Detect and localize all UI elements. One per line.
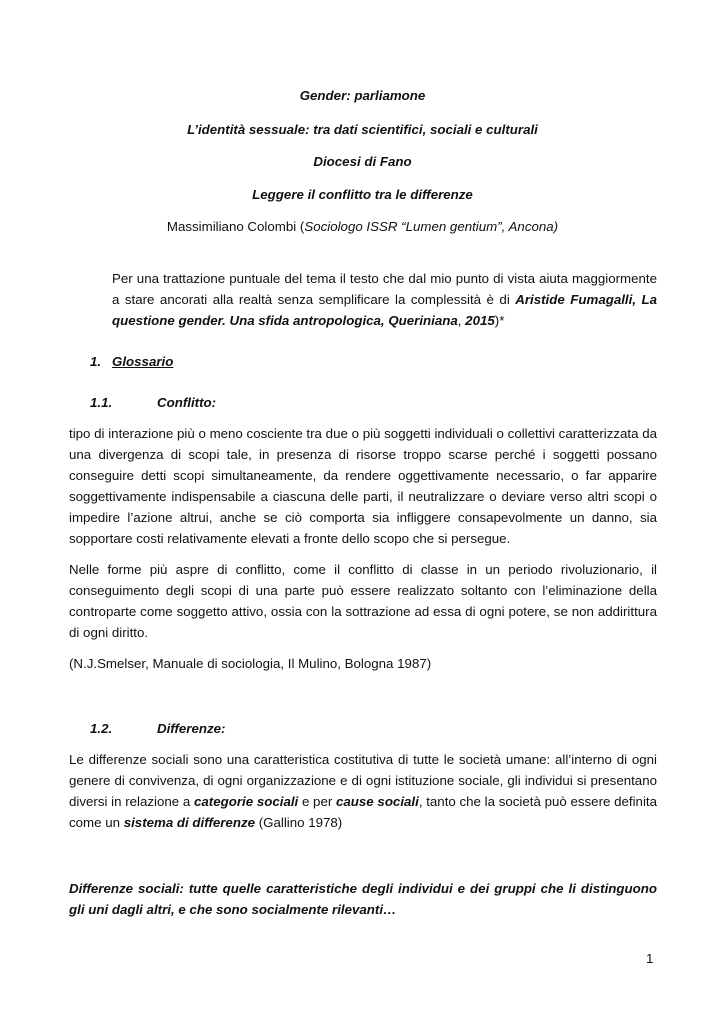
differenze-text-e: , tanto che la società può essere definita come un (69, 794, 657, 830)
page-number: 1 (646, 951, 654, 966)
intro-text: Per una trattazione puntuale del tema il testo che dal mio punto di vista aiuta maggiormente a stare ancorati alla realtà senza semplificare la complessità è di (112, 271, 657, 307)
intro-separator: , (457, 313, 466, 328)
title-gender: Gender: parliamone (299, 88, 426, 103)
intro-paragraph (112, 268, 657, 331)
intro-end: )* (494, 313, 505, 328)
title-conflitto: Leggere il conflitto tra le differenze (252, 187, 473, 202)
differenze-sociali-definition: Differenze sociali: tutte quelle caratteristiche degli individui e dei gruppi che li distinguono gli uni dagli altri, e che sono socialmente rilevanti… (69, 881, 657, 917)
differenze-paragraph (69, 749, 657, 833)
differenze-sistema: sistema di differenze (123, 815, 255, 830)
conflitto-paragraph-2: Nelle forme più aspre di conflitto, come il conflitto di classe in un periodo rivoluzionario, il conseguimento degli scopi di una parte può essere realizzato soltanto con l’eliminazione della controparte come soggetto attivo, ossia con la sottrazione ad essa di ogni potere, se non addirittura di ogni diritto. (69, 562, 657, 640)
section-1-title: Glossario (112, 354, 174, 369)
differenze-text-c: e per (298, 794, 336, 809)
intro-year: 2015 (465, 313, 495, 328)
section-1-2-title: Differenze: (157, 721, 226, 736)
section-1-1-title: Conflitto: (157, 395, 217, 410)
intro-book-reference: Aristide Fumagalli, La questione gender. Una sfida antropologica, Queriniana (112, 292, 658, 328)
title-diocesi: Diocesi di Fano (313, 154, 412, 169)
section-1-1-number: 1.1. (90, 395, 113, 410)
differenze-text-g: (Gallino 1978) (255, 815, 343, 830)
differenze-cause-sociali: cause sociali (336, 794, 419, 809)
author-line (0, 216, 725, 237)
differenze-text-a: Le differenze sociali sono una caratteristica costitutiva di tutte le società umane: all’interno di ogni genere di convivenza, di ogni organizzazione e di ogni istituzione sociale, gli individui si presentano diversi in relazione a (69, 752, 657, 809)
section-1-2-number: 1.2. (90, 721, 113, 736)
author-role: Sociologo ISSR “Lumen gentium”, Ancona) (304, 219, 559, 234)
title-identita: L’identità sessuale: tra dati scientifici, sociali e culturali (187, 122, 538, 137)
section-1-number: 1. (90, 354, 102, 369)
conflitto-definition: tipo di interazione più o meno cosciente tra due o più soggetti individuali o collettivi caratterizzata da una divergenza di scopi tale, in presenza di risorse troppo scarse perché i soggetti possano conseguire detti scopi simultaneamente, da rendere oggettivamente necessario, o far apparire soggettivamente indispensabile a ciascuna delle parti, il neutralizzare o deviare verso altri scopi o impedire l’azione altrui, anche se ciò comporta sia infliggere consapevolmente un danno, sia sopportare costi relativamente elevati a fronte dello scopo che si persegue. (69, 426, 657, 546)
author-name: Massimiliano Colombi ( (166, 219, 305, 234)
differenze-categorie-sociali: categorie sociali (194, 794, 299, 809)
conflitto-citation: (N.J.Smelser, Manuale di sociologia, Il Mulino, Bologna 1987) (69, 656, 432, 671)
